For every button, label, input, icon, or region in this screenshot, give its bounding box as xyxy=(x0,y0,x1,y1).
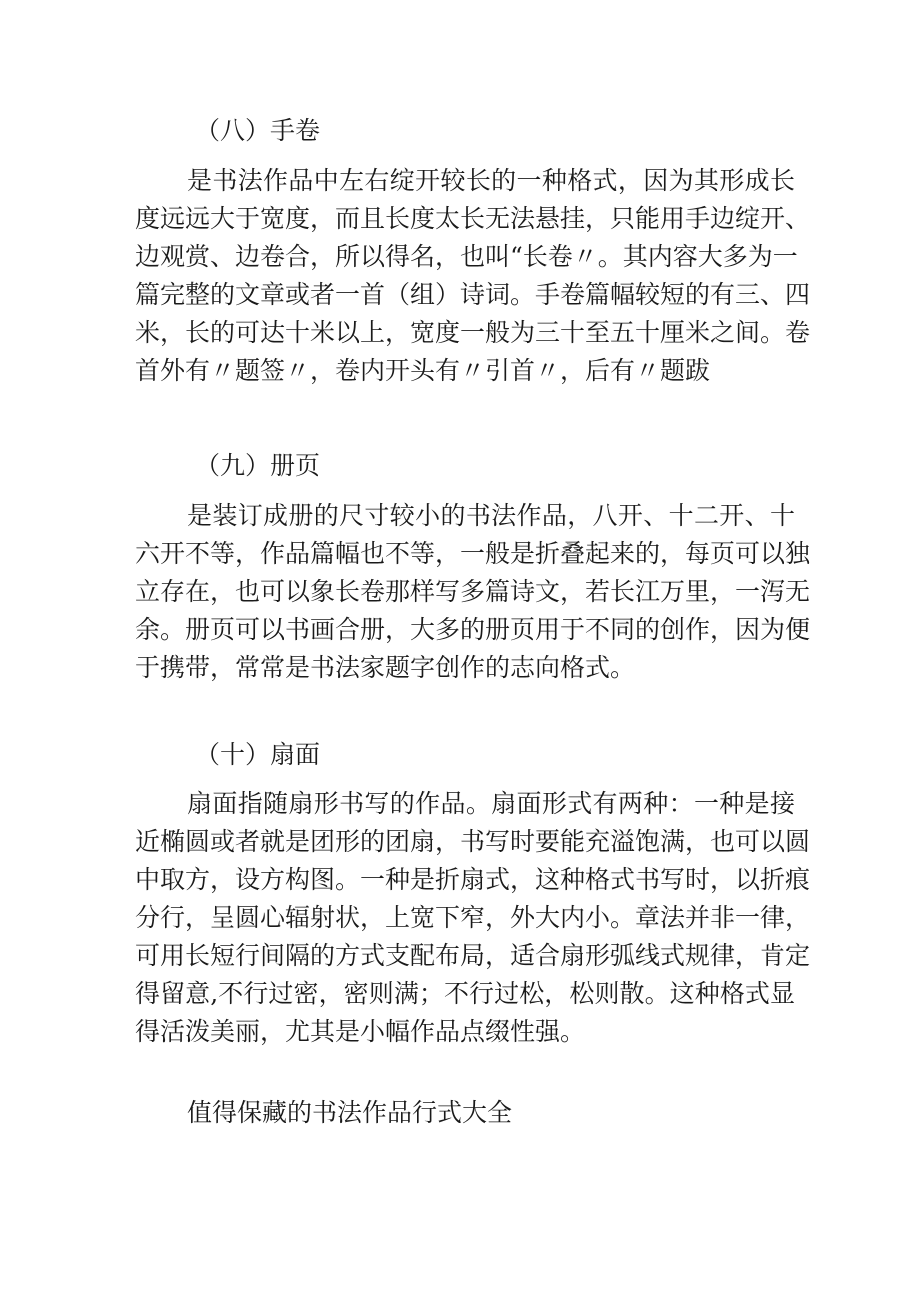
paragraph-line: 分行，呈圆心辐射状，上宽下窄，外大内小。章法并非一律， xyxy=(135,903,811,932)
paragraph-line: 六开不等，作品篇幅也不等，一般是折叠起来的，每页可以独 xyxy=(135,539,811,568)
paragraph-line: 篇完整的文章或者一首（组）诗词。手卷篇幅较短的有三、四 xyxy=(135,280,811,309)
section-heading-album: （九）册页 xyxy=(195,451,321,480)
paragraph-line: 立存在，也可以象长卷那样写多篇诗文，若长江万里，一泻无 xyxy=(135,577,811,606)
paragraph-line: 度远远大于宽度，而且长度太长无法悬挂，只能用手边绽开、 xyxy=(135,204,811,233)
paragraph-line: 首外有〃题签〃，卷内开头有〃引首〃，后有〃题跋 xyxy=(135,356,711,385)
paragraph-line: 于携带，常常是书法家题字创作的志向格式。 xyxy=(135,653,636,682)
section-paragraph-handscroll xyxy=(135,162,811,390)
paragraph-line: 是装订成册的尺寸较小的书法作品，八开、十二开、十 xyxy=(187,501,795,530)
paragraph-line: 扇面指随扇形书写的作品。扇面形式有两种：一种是接 xyxy=(187,789,795,818)
closing-title: 值得保藏的书法作品行式大全 xyxy=(187,1098,513,1127)
paragraph-line: 余。册页可以书画合册，大多的册页用于不同的创作，因为便 xyxy=(135,615,811,644)
section-paragraph-fan xyxy=(135,785,811,1051)
section-heading-handscroll: （八）手卷 xyxy=(195,116,321,145)
paragraph-line: 中取方，设方构图。一种是折扇式，这种格式书写时，以折痕 xyxy=(135,865,811,894)
paragraph-line: 得留意,不行过密，密则满；不行过松，松则散。这种格式显 xyxy=(135,979,795,1008)
paragraph-line: 米，长的可达十米以上，宽度一般为三十至五十厘米之间。卷 xyxy=(135,318,811,347)
section-heading-fan: （十）扇面 xyxy=(195,740,321,769)
paragraph-line: 得活泼美丽，尤其是小幅作品点缀性强。 xyxy=(135,1017,586,1046)
paragraph-line: 近椭圆或者就是团形的团扇，书写时要能充溢饱满，也可以圆 xyxy=(135,827,811,856)
paragraph-line: 边观赏、边卷合，所以得名，也叫“长卷〃。其内容大多为一 xyxy=(135,242,798,271)
section-paragraph-album xyxy=(135,497,811,687)
paragraph-line: 可用长短行间隔的方式支配布局，适合扇形弧线式规律，肯定 xyxy=(135,941,811,970)
paragraph-line: 是书法作品中左右绽开较长的一种格式，因为其形成长 xyxy=(187,166,795,195)
